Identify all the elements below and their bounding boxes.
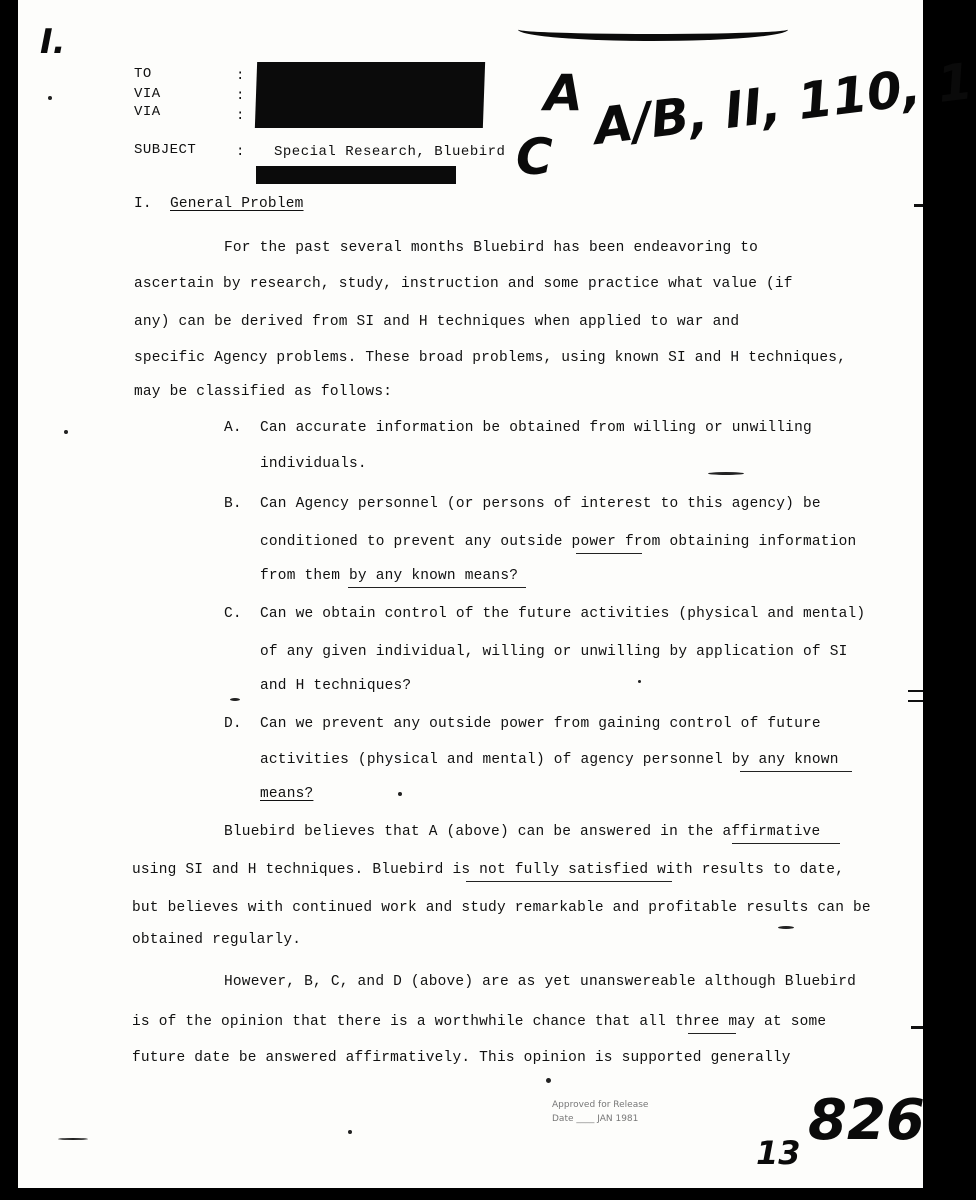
via-colon-2: : [236,108,245,124]
underline-affirmative [732,843,840,844]
question-d-line: activities (physical and mental) of agency personnel by any known [260,752,839,768]
margin-mark [914,204,923,207]
subject-colon: : [236,144,245,160]
question-c-line: of any given individual, willing or unwilling by application of SI [260,644,848,660]
handwritten-letter-a: A [544,64,583,122]
intro-line: ascertain by research, study, instruction and some practice what value (if [134,276,793,292]
para2-line: Bluebird believes that A (above) can be answered in the affirmative [224,824,821,840]
top-ink-stroke [518,18,788,41]
release-stamp-line: Date ____ JAN 1981 [552,1114,639,1124]
scan-speck [778,926,794,929]
scan-speck [708,472,744,475]
section-title: General Problem [170,196,304,212]
para2-line: but believes with continued work and study remarkable and profitable results can be [132,900,871,916]
section-number: I. [134,196,152,212]
margin-mark [911,1026,923,1029]
question-a-letter: A. [224,420,242,436]
handwritten-page-number-large: 826 [808,1088,925,1153]
margin-mark [908,690,923,702]
scan-speck [398,792,402,796]
handwritten-letter-c: C [516,128,553,186]
para3-line: is of the opinion that there is a worthwhile chance that all three may at some [132,1014,827,1030]
scan-speck [48,96,52,100]
subject-text: Special Research, Bluebird [274,144,506,160]
para2-line: using SI and H techniques. Bluebird is not fully satisfied with results to date, [132,862,845,878]
via-colon-1: : [236,88,245,104]
intro-line: specific Agency problems. These broad problems, using known SI and H techniques, [134,350,847,366]
scan-speck [230,698,240,701]
to-colon: : [236,68,245,84]
handwritten-page-number-small: 13 [756,1134,801,1172]
redaction-recipients [255,62,485,128]
question-b-line: conditioned to prevent any outside power from obtaining information [260,534,857,550]
para2-line: obtained regularly. [132,932,302,948]
scan-speck [638,680,641,683]
intro-line: any) can be derived from SI and H techniques when applied to war and [134,314,740,330]
scan-speck [546,1078,551,1083]
intro-line: may be classified as follows: [134,384,393,400]
question-b-line: from them by any known means? [260,568,519,584]
question-d-line: Can we prevent any outside power from gaining control of future [260,716,821,732]
question-d-letter: D. [224,716,242,732]
subject-label: SUBJECT [134,142,197,158]
scan-speck [348,1130,352,1134]
redaction-subject [256,166,456,184]
para3-line: future date be answered affirmatively. This opinion is supported generally [132,1050,791,1066]
question-a-line: Can accurate information be obtained from willing or unwilling [260,420,812,436]
underline-not-fully-satisfied [466,881,672,882]
para3-line: However, B, C, and D (above) are as yet unanswereable although Bluebird [224,974,857,990]
via-label-2: VIA [134,104,161,120]
handwritten-reference: A/B, II, 110, 1 [590,52,976,156]
release-stamp-line: Approved for Release [552,1100,649,1110]
scan-speck [58,1138,88,1140]
question-a-line: individuals. [260,456,367,472]
question-b-line: Can Agency personnel (or persons of interest to this agency) be [260,496,821,512]
question-b-letter: B. [224,496,242,512]
scan-speck [64,430,68,434]
question-d-line: means? [260,786,314,802]
intro-line: For the past several months Bluebird has been endeavoring to [224,240,759,256]
underline-power [576,553,642,554]
to-label: TO [134,66,152,82]
question-c-line: Can we obtain control of the future activities (physical and mental) [260,606,866,622]
document-page [18,0,976,1188]
underline-by-any-known [740,771,852,772]
question-c-line: and H techniques? [260,678,412,694]
via-label-1: VIA [134,86,161,102]
underline-by-any-known-means [348,587,526,588]
question-c-letter: C. [224,606,242,622]
underline-three [688,1033,736,1034]
handwritten-roman-one: I. [40,22,66,62]
